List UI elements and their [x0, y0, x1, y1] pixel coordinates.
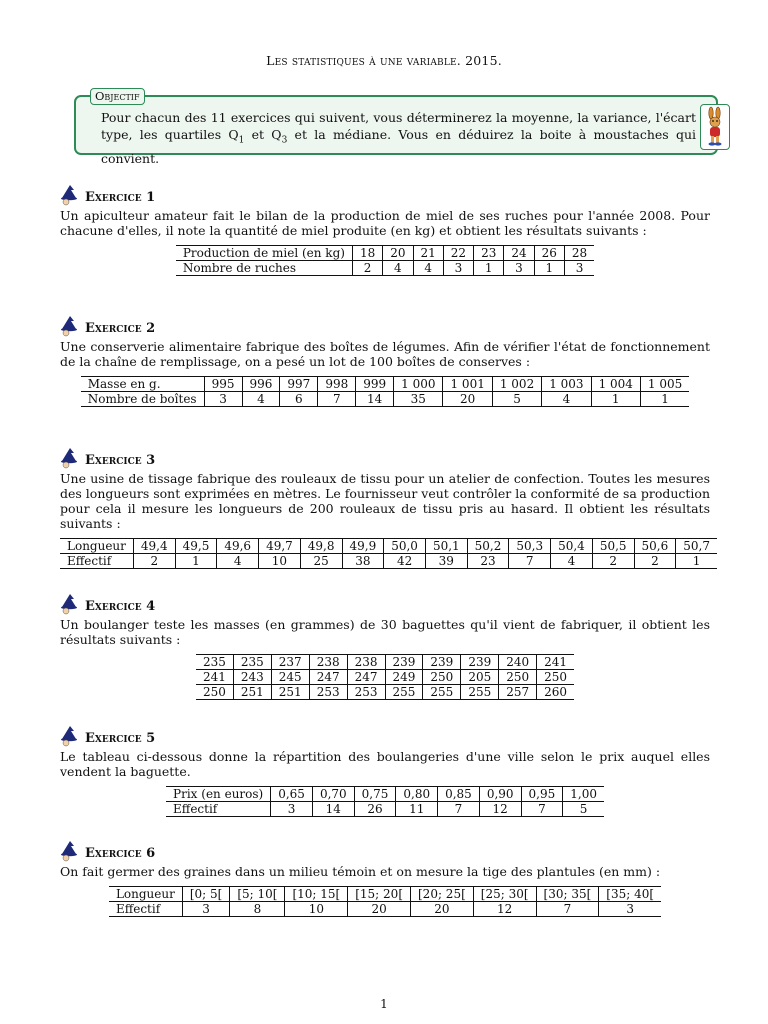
exercise-3 [60, 453, 710, 569]
table-cell: 253 [347, 685, 385, 700]
table-cell: 22 [443, 246, 473, 261]
table-cell: 50,4 [551, 539, 593, 554]
page-number: 1 [380, 997, 388, 1011]
exercise-text: Un boulanger teste les masses (en grammes) de 30 baguettes qu'il vient de fabriquer, il obtient les résultats suivants : [60, 617, 710, 647]
table-cell: 239 [423, 655, 461, 670]
exercise-text: Une usine de tissage fabrique des rouleaux de tissu pour un atelier de confection. Toutes les mesures des longueurs sont exprimées en mètres. Le fournisseur veut contrôler la conformité de sa production pour cela il mesure les longueurs de 200 rouleaux de tissu pris au hasard. Il obtient les résultats suivants : [60, 471, 710, 531]
table-cell: 25 [300, 554, 342, 569]
table-cell: 8 [230, 902, 285, 917]
row-label: Effectif [109, 902, 182, 917]
table-cell: [25; 30[ [473, 887, 536, 902]
table-cell: 995 [204, 377, 242, 392]
table-cell: 49,7 [259, 539, 301, 554]
exercise-4 [60, 599, 710, 700]
table-cell: 2 [133, 554, 175, 569]
table-cell: 243 [233, 670, 271, 685]
values-row [166, 787, 604, 802]
table-cell: 1 [175, 554, 217, 569]
table-cell: 2 [634, 554, 676, 569]
table-cell: 239 [461, 655, 499, 670]
exercise-title: Exercice 6 [85, 846, 156, 861]
table-cell: 49,5 [175, 539, 217, 554]
exercise-text: On fait germer des graines dans un milieu témoin et on mesure la tige des plantules (en mm) : [60, 864, 661, 879]
wizard-hat-icon [60, 840, 78, 862]
table-cell: 241 [537, 655, 574, 670]
table-cell: 255 [385, 685, 423, 700]
exercise-title: Exercice 3 [85, 453, 156, 468]
table-cell: 12 [479, 802, 521, 817]
row-label: Effectif [166, 802, 271, 817]
table-cell: 10 [259, 554, 301, 569]
table-cell: 39 [425, 554, 467, 569]
table-cell: 10 [285, 902, 348, 917]
table-cell: 49,9 [342, 539, 384, 554]
table-row [196, 670, 574, 685]
masses-grid-table [196, 654, 574, 700]
table-row [196, 655, 574, 670]
table-cell: 1 002 [492, 377, 541, 392]
table-cell: 255 [423, 685, 461, 700]
table-cell: 49,6 [217, 539, 259, 554]
table-cell: 28 [564, 246, 594, 261]
table-cell: 11 [396, 802, 438, 817]
table-cell: 7 [438, 802, 480, 817]
table-cell: 247 [309, 670, 347, 685]
exercise-text: Le tableau ci-dessous donne la répartition des boulangeries d'une ville selon le prix auquel elles vendent la baguette. [60, 749, 710, 779]
values-row [60, 539, 717, 554]
table-cell: 2 [592, 554, 634, 569]
table-cell: 0,70 [312, 787, 354, 802]
table-cell: 3 [182, 902, 230, 917]
table-cell: 1 000 [394, 377, 443, 392]
table-cell: 50,2 [467, 539, 509, 554]
table-cell: 4 [242, 392, 280, 407]
table-cell: 20 [443, 392, 492, 407]
table-cell: 0,65 [271, 787, 313, 802]
table-cell: 1 004 [591, 377, 640, 392]
values-row [109, 887, 661, 902]
table-cell: 237 [271, 655, 309, 670]
table-cell: 49,8 [300, 539, 342, 554]
table-cell: 50,5 [592, 539, 634, 554]
table-cell: 1 [640, 392, 689, 407]
values-row [81, 377, 690, 392]
exercise-title: Exercice 1 [85, 190, 156, 205]
table-cell: 49,4 [133, 539, 175, 554]
frequency-table [176, 245, 594, 276]
table-cell: 50,7 [676, 539, 717, 554]
table-cell: 12 [473, 902, 536, 917]
table-cell: 255 [461, 685, 499, 700]
table-cell: 7 [521, 802, 563, 817]
frequency-table [60, 538, 717, 569]
table-cell: 257 [499, 685, 537, 700]
table-cell: 50,3 [509, 539, 551, 554]
table-cell: 247 [347, 670, 385, 685]
row-label: Effectif [60, 554, 133, 569]
exercise-title: Exercice 2 [85, 321, 156, 336]
objectif-label: Objectif [90, 88, 145, 105]
table-cell: 249 [385, 670, 423, 685]
table-cell: 245 [271, 670, 309, 685]
table-cell: 998 [318, 377, 356, 392]
table-row [196, 685, 574, 700]
table-cell: 14 [356, 392, 394, 407]
table-cell: 50,0 [384, 539, 426, 554]
counts-row [81, 392, 690, 407]
table-cell: 6 [280, 392, 318, 407]
objectif-text: Pour chacun des 11 exercices qui suivent, vous déterminerez la moyenne, la variance, l'écart type, les quartiles $Q_1$ et $Q_3$ et la médiane. Vous en déduirez la boite à moustaches qui convient. [101, 110, 696, 166]
table-cell: 1 [534, 261, 564, 276]
page-title: Les statistiques à une variable. 2015. [266, 53, 502, 68]
table-cell: 26 [354, 802, 396, 817]
table-cell: 38 [342, 554, 384, 569]
row-label: Nombre de boîtes [81, 392, 204, 407]
table-cell: 1,00 [563, 787, 604, 802]
table-cell: 996 [242, 377, 280, 392]
exercise-2 [60, 321, 710, 407]
table-cell: 1 [474, 261, 504, 276]
rabbit-icon [700, 104, 730, 150]
table-cell: [35; 40[ [599, 887, 661, 902]
table-cell: 0,75 [354, 787, 396, 802]
table-cell: 1 005 [640, 377, 689, 392]
table-cell: 997 [280, 377, 318, 392]
table-cell: 3 [443, 261, 473, 276]
table-cell: 4 [542, 392, 591, 407]
wizard-hat-icon [60, 725, 78, 747]
table-cell: 1 003 [542, 377, 591, 392]
table-cell: 240 [499, 655, 537, 670]
table-cell: [5; 10[ [230, 887, 285, 902]
table-cell: 3 [504, 261, 534, 276]
objectif-box [74, 89, 718, 166]
table-cell: 4 [217, 554, 259, 569]
table-cell: 0,95 [521, 787, 563, 802]
table-cell: 42 [384, 554, 426, 569]
table-cell: 999 [356, 377, 394, 392]
table-cell: 18 [352, 246, 382, 261]
table-cell: 260 [537, 685, 574, 700]
wizard-hat-icon [60, 315, 78, 337]
wizard-hat-icon [60, 184, 78, 206]
table-cell: 241 [196, 670, 233, 685]
table-cell: 23 [467, 554, 509, 569]
table-cell: 250 [423, 670, 461, 685]
table-cell: 21 [413, 246, 443, 261]
table-cell: 20 [348, 902, 411, 917]
exercise-1 [60, 190, 710, 276]
counts-row [176, 261, 594, 276]
row-label: Prix (en euros) [166, 787, 271, 802]
table-cell: 7 [536, 902, 599, 917]
table-cell: 235 [233, 655, 271, 670]
exercise-text: Un apiculteur amateur fait le bilan de la production de miel de ses ruches pour l'année 2008. Pour chacune d'elles, il note la quantité de miel produite (en kg) et obtient les résultats suivants : [60, 208, 710, 238]
table-cell: 5 [492, 392, 541, 407]
table-cell: 26 [534, 246, 564, 261]
table-cell: 4 [383, 261, 413, 276]
table-cell: 238 [347, 655, 385, 670]
table-cell: 3 [271, 802, 313, 817]
frequency-table [166, 786, 604, 817]
exercise-title: Exercice 4 [85, 599, 156, 614]
table-cell: 5 [563, 802, 604, 817]
table-cell: 4 [551, 554, 593, 569]
row-label: Production de miel (en kg) [176, 246, 353, 261]
table-cell: 3 [564, 261, 594, 276]
frequency-table [109, 886, 661, 917]
table-cell: 239 [385, 655, 423, 670]
counts-row [166, 802, 604, 817]
exercise-title: Exercice 5 [85, 731, 156, 746]
table-cell: 7 [318, 392, 356, 407]
table-cell: [20; 25[ [411, 887, 474, 902]
table-cell: 23 [474, 246, 504, 261]
frequency-table [81, 376, 690, 407]
table-cell: 20 [383, 246, 413, 261]
table-cell: [10; 15[ [285, 887, 348, 902]
counts-row [60, 554, 717, 569]
table-cell: 7 [509, 554, 551, 569]
table-cell: 50,1 [425, 539, 467, 554]
table-cell: 253 [309, 685, 347, 700]
exercise-text: Une conserverie alimentaire fabrique des boîtes de légumes. Afin de vérifier l'état de fonctionnement de la chaîne de remplissage, on a pesé un lot de 100 boîtes de conserves : [60, 339, 710, 369]
table-cell: 3 [204, 392, 242, 407]
table-cell: 1 [591, 392, 640, 407]
table-cell: 0,90 [479, 787, 521, 802]
table-cell: 3 [599, 902, 661, 917]
table-cell: 250 [499, 670, 537, 685]
table-cell: 250 [537, 670, 574, 685]
wizard-hat-icon [60, 593, 78, 615]
table-cell: 4 [413, 261, 443, 276]
table-cell: 2 [352, 261, 382, 276]
row-label: Nombre de ruches [176, 261, 353, 276]
row-label: Longueur [109, 887, 182, 902]
table-cell: 50,6 [634, 539, 676, 554]
table-cell: 1 [676, 554, 717, 569]
table-cell: 235 [196, 655, 233, 670]
table-cell: 14 [312, 802, 354, 817]
table-cell: [30; 35[ [536, 887, 599, 902]
table-cell: 0,80 [396, 787, 438, 802]
row-label: Masse en g. [81, 377, 204, 392]
table-cell: 205 [461, 670, 499, 685]
table-cell: [15; 20[ [348, 887, 411, 902]
row-label: Longueur [60, 539, 133, 554]
table-cell: 238 [309, 655, 347, 670]
table-cell: 20 [411, 902, 474, 917]
table-cell: 0,85 [438, 787, 480, 802]
exercise-6 [60, 846, 710, 917]
table-cell: 1 001 [443, 377, 492, 392]
values-row [176, 246, 594, 261]
table-cell: 250 [196, 685, 233, 700]
table-cell: 24 [504, 246, 534, 261]
table-cell: 35 [394, 392, 443, 407]
table-cell: 251 [271, 685, 309, 700]
counts-row [109, 902, 661, 917]
table-cell: [0; 5[ [182, 887, 230, 902]
exercise-5 [60, 731, 710, 817]
table-cell: 251 [233, 685, 271, 700]
wizard-hat-icon [60, 447, 78, 469]
